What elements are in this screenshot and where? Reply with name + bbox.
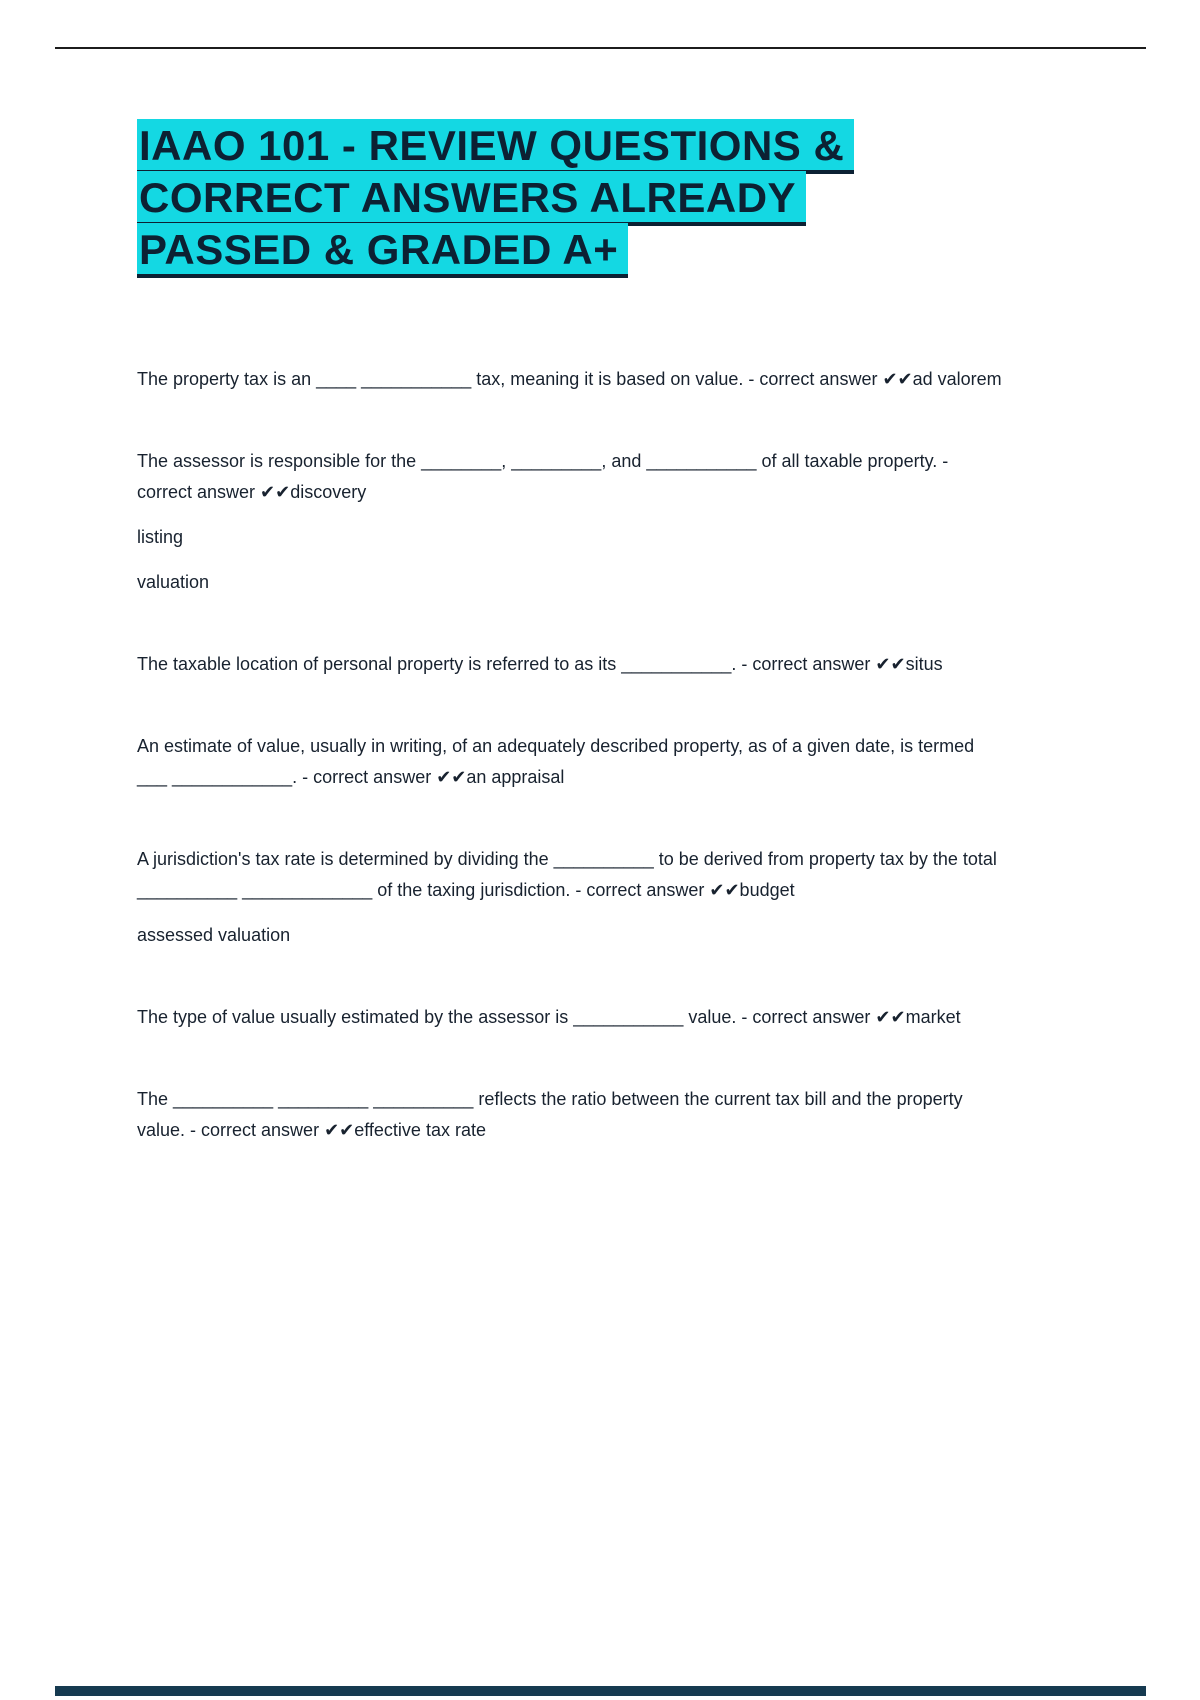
- qa-text: The type of value usually estimated by the assessor is ___________ value. - correct answer ✔✔market: [137, 1007, 961, 1027]
- document-title: [137, 120, 1005, 276]
- qa-item-4: [137, 731, 1005, 793]
- title-line-1: IAAO 101 - REVIEW QUESTIONS &: [137, 119, 854, 174]
- title-line-2: CORRECT ANSWERS ALREADY: [137, 171, 806, 226]
- qa-text: A jurisdiction's tax rate is determined by dividing the __________ to be derived from property tax by the total __________ _____________ of the taxing jurisdiction. - correct answer ✔✔budget: [137, 849, 997, 900]
- qa-text: listing: [137, 527, 184, 547]
- top-divider: [55, 47, 1146, 49]
- qa-text: The __________ _________ __________ reflects the ratio between the current tax bill and the property value. - correct answer ✔✔effective tax rate: [137, 1089, 963, 1140]
- qa-item-7: [137, 1084, 1005, 1146]
- qa-text: valuation: [137, 572, 210, 592]
- qa-item-5: [137, 844, 1005, 951]
- page-content: [137, 120, 1005, 1197]
- qa-item-2: [137, 446, 1005, 598]
- qa-item-3: [137, 649, 1005, 680]
- bottom-divider: [55, 1686, 1146, 1696]
- title-line-3: PASSED & GRADED A+: [137, 223, 628, 278]
- qa-text: assessed valuation: [137, 925, 291, 945]
- qa-text: The assessor is responsible for the ________, _________, and ___________ of all taxable property. - correct answer ✔✔discovery: [137, 451, 949, 502]
- qa-text: An estimate of value, usually in writing, of an adequately described property, as of a given date, is termed ___ ____________. - correct answer ✔✔an appraisal: [137, 736, 975, 787]
- qa-item-1: [137, 364, 1005, 395]
- qa-item-6: [137, 1002, 1005, 1033]
- qa-text: The taxable location of personal property is referred to as its ___________. - correct answer ✔✔situs: [137, 654, 943, 674]
- qa-text: The property tax is an ____ ___________ tax, meaning it is based on value. - correct answer ✔✔ad valorem: [137, 369, 1002, 389]
